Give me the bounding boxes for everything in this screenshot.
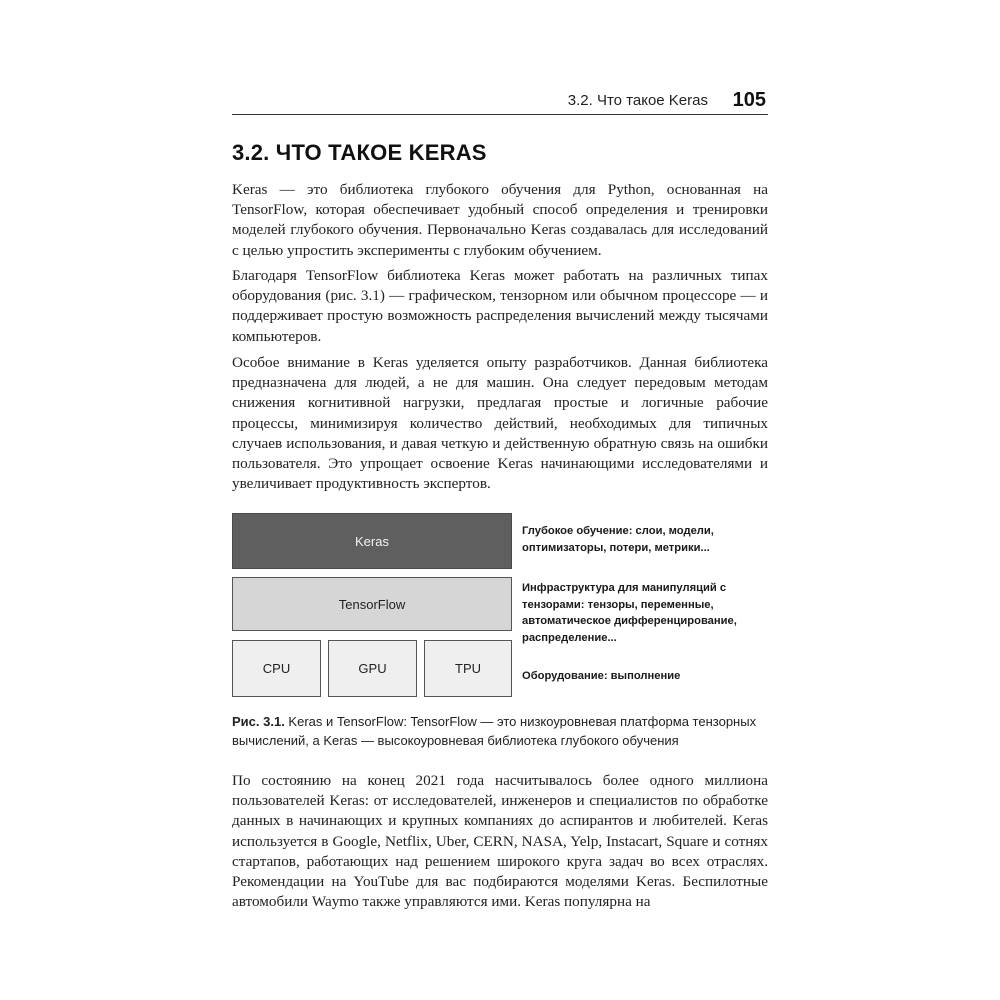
tpu-box: TPU bbox=[424, 640, 512, 697]
section-heading: 3.2. ЧТО ТАКОЕ KERAS bbox=[232, 140, 487, 165]
running-head bbox=[232, 90, 768, 115]
paragraph-hardware: Благодаря TensorFlow библиотека Keras может работать на различных типах оборудования (рис. 3.1) — графическом, тензорном или обычном процессоре — и поддерживает простую возможность распределения вычислений между тысячами компьютеров. bbox=[232, 267, 768, 345]
keras-layer-note: Глубокое обучение: слои, модели, оптимизаторы, потери, метрики... bbox=[522, 525, 714, 554]
tensorflow-layer-box: TensorFlow bbox=[232, 577, 512, 631]
paragraph-intro: Keras — это библиотека глубокого обучения для Python, основанная на TensorFlow, которая обеспечивает удобный способ определения и тренировки моделей глубокого обучения. Первоначально Keras создавалась для исследований с целью упростить эксперименты с глубоким обучением. bbox=[232, 181, 768, 259]
hardware-layer-note: Оборудование: выполнение bbox=[522, 670, 681, 682]
page-number: 105 bbox=[732, 89, 766, 111]
gpu-box: GPU bbox=[328, 640, 417, 697]
figure-keras-tensorflow bbox=[232, 513, 768, 699]
figure-caption bbox=[232, 712, 772, 750]
cpu-box: CPU bbox=[232, 640, 321, 697]
paragraph-users: По состоянию на конец 2021 года насчитывалось более одного миллиона пользователей Keras: от исследователей, инженеров и специалистов по обработке данных в начинающих и крупных компаниях до аспирантов и любителей. Keras используется в Google, Netflix, Uber, CERN, NASA, Yelp, Instacart, Square и сотнях стартапов, работающих над решением широкого круга задач во всех отраслях. Рекомендации на YouTube для вас подбираются моделями Keras. Беспилотные автомобили Waymo также управляются ими. Keras популярна на bbox=[232, 772, 768, 911]
tensorflow-layer-note: Инфраструктура для манипуляций с тензорами: тензоры, переменные, автоматическое дифференцирование, распределение... bbox=[522, 582, 737, 644]
caption-text: Keras и TensorFlow: TensorFlow — это низкоуровневая платформа тензорных вычислений, а Keras — высокоуровневая библиотека глубокого обучения bbox=[232, 714, 757, 748]
running-head-title: 3.2. Что такое Keras bbox=[567, 92, 708, 109]
paragraph-developer-experience: Особое внимание в Keras уделяется опыту разработчиков. Данная библиотека предназначена для людей, а не для машин. Она следует передовым методам снижения когнитивной нагрузки, предлагая простые и логичные рабочие процессы, минимизируя количество действий, необходимых для типичных случаев использования, и давая четкую и действенную обратную связь на ошибки пользователя. Это упрощает освоение Keras начинающими исследователями и увеличивает продуктивность экспертов. bbox=[232, 354, 768, 493]
caption-label: Рис. 3.1. bbox=[232, 714, 285, 729]
keras-layer-box: Keras bbox=[232, 513, 512, 569]
